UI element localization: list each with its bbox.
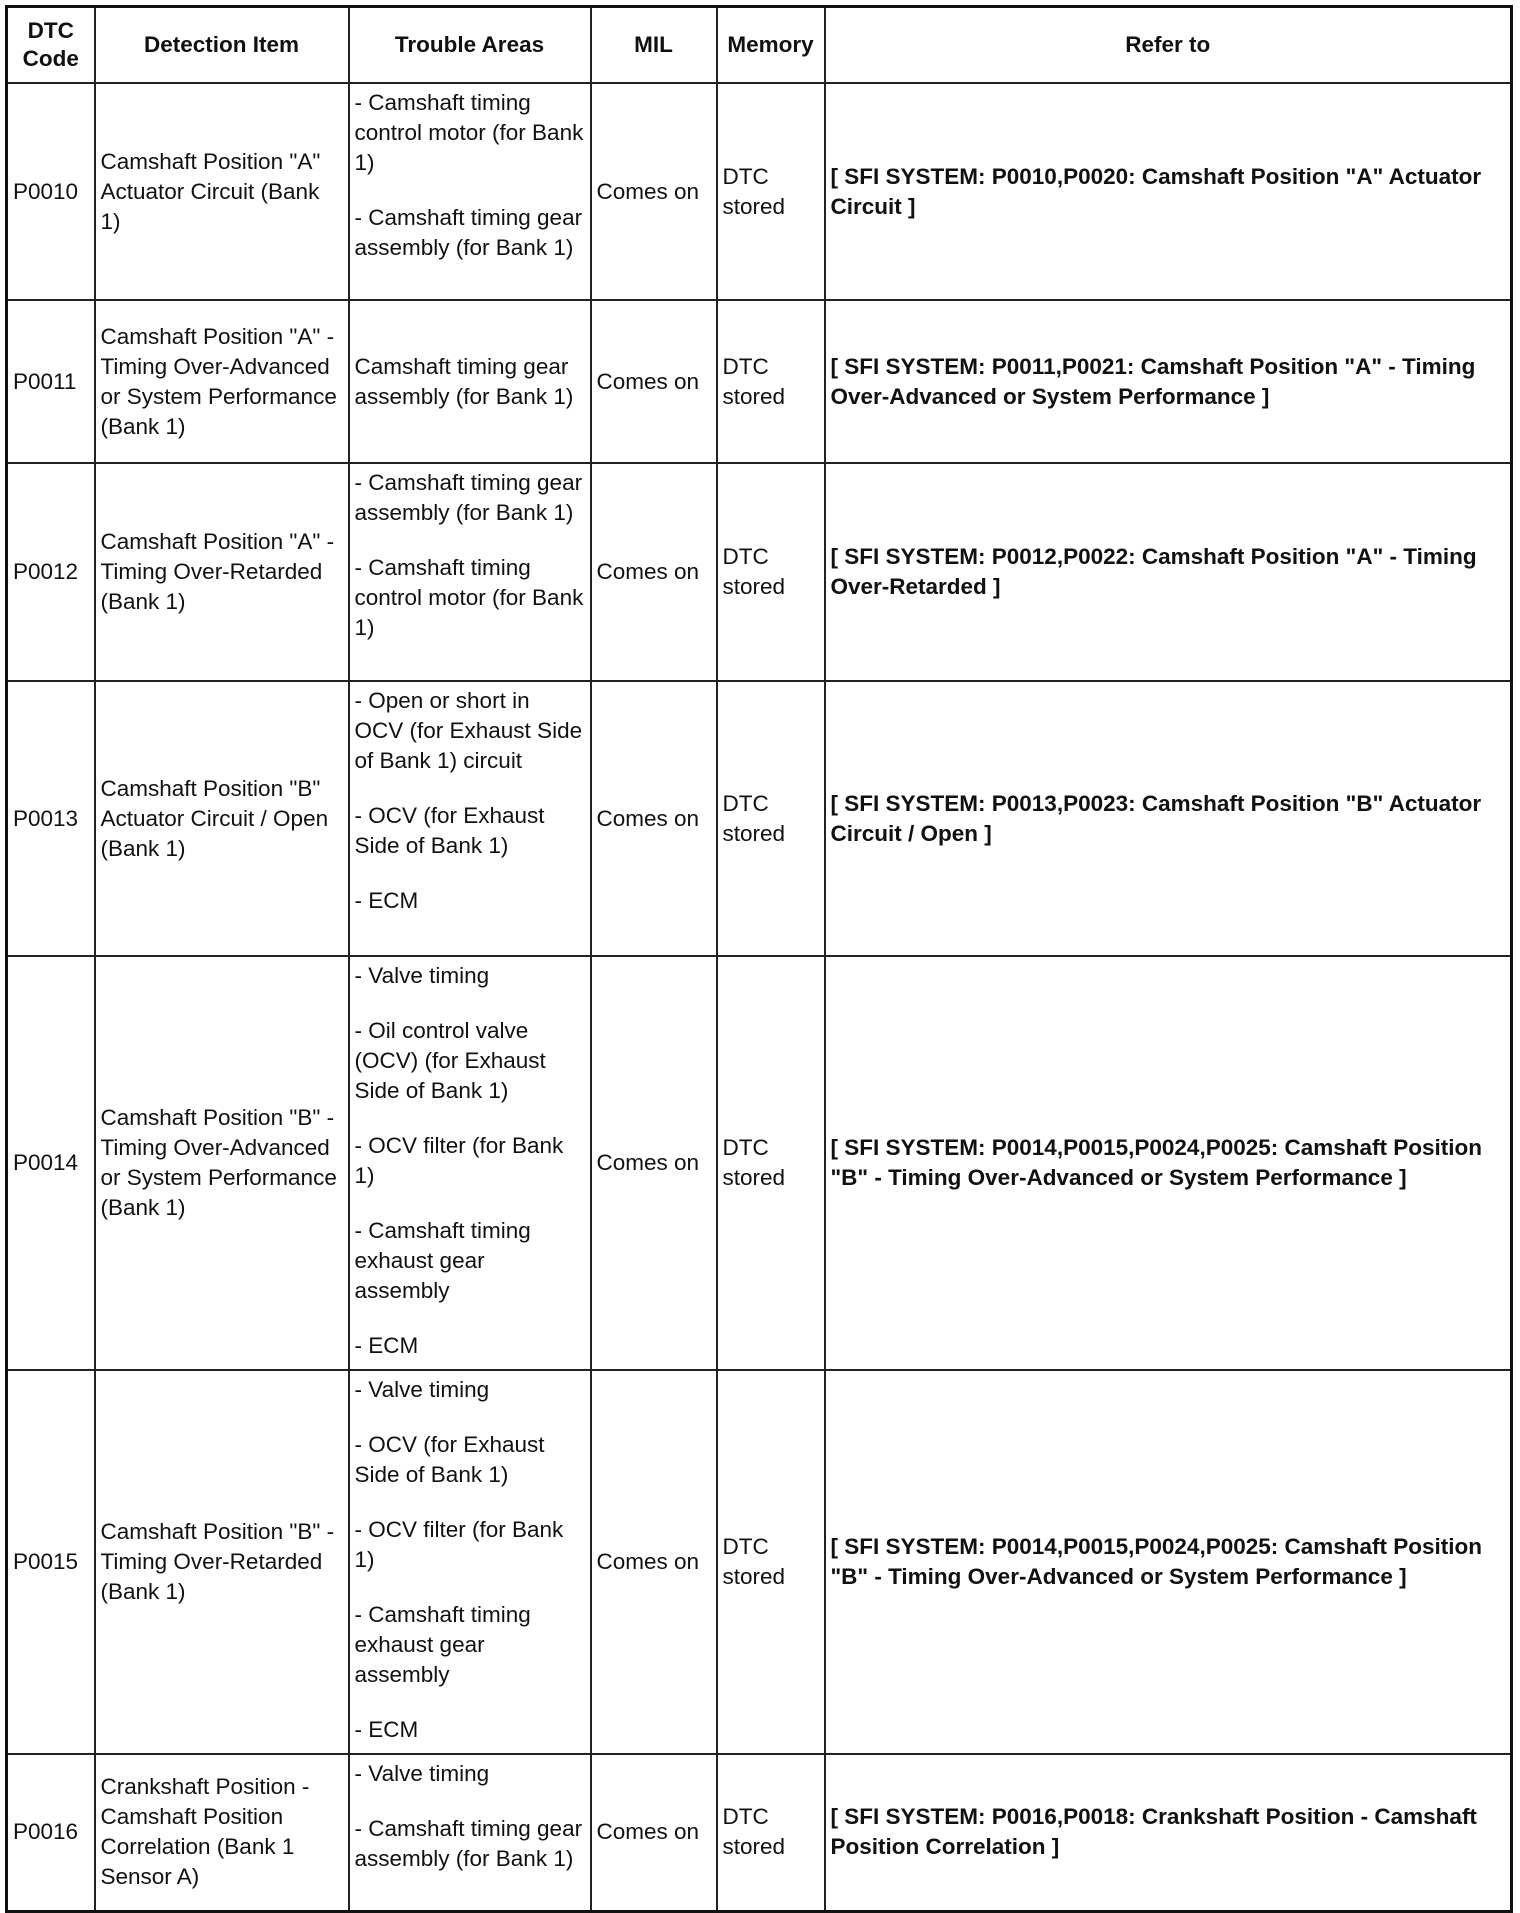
trouble-areas-cell xyxy=(349,681,591,956)
trouble-areas-cell xyxy=(349,1370,591,1754)
detection-item-cell: Camshaft Position "B" Actuator Circuit / Open (Bank 1) xyxy=(95,681,349,956)
trouble-area-item: - ECM xyxy=(354,1717,419,1742)
header-detection-item: Detection Item xyxy=(95,7,349,84)
trouble-area-item: Camshaft timing gear assembly (for Bank 1) xyxy=(354,353,574,409)
refer-to-link[interactable]: [ SFI SYSTEM: P0013,P0023: Camshaft Position "B" Actuator Circuit / Open ] xyxy=(825,681,1512,956)
header-refer-to: Refer to xyxy=(825,7,1512,84)
memory-cell: DTC stored xyxy=(717,681,825,956)
dtc-table-container xyxy=(5,5,1510,1897)
trouble-area-item: - Camshaft timing gear assembly (for Bank 1) xyxy=(354,1816,583,1871)
trouble-areas-cell xyxy=(349,463,591,681)
trouble-area-item: - Valve timing xyxy=(354,963,490,988)
memory-cell: DTC stored xyxy=(717,83,825,300)
memory-cell: DTC stored xyxy=(717,956,825,1370)
memory-cell: DTC stored xyxy=(717,1754,825,1911)
dtc-table xyxy=(5,5,1513,1913)
mil-cell: Comes on xyxy=(591,956,717,1370)
detection-item-cell: Camshaft Position "A" - Timing Over-Advanced or System Performance (Bank 1) xyxy=(95,300,349,463)
trouble-areas-cell xyxy=(349,300,591,463)
header-mil: MIL xyxy=(591,7,717,84)
mil-cell: Comes on xyxy=(591,1370,717,1754)
trouble-area-item: - Valve timing xyxy=(354,1761,490,1786)
table-row xyxy=(7,83,1512,300)
trouble-areas-cell xyxy=(349,83,591,300)
header-dtc-code: DTC Code xyxy=(7,7,95,84)
mil-cell: Comes on xyxy=(591,1754,717,1911)
mil-cell: Comes on xyxy=(591,83,717,300)
header-memory: Memory xyxy=(717,7,825,84)
memory-cell: DTC stored xyxy=(717,300,825,463)
trouble-area-item: - Open or short in OCV (for Exhaust Side of Bank 1) circuit xyxy=(354,688,583,773)
memory-cell: DTC stored xyxy=(717,1370,825,1754)
table-row xyxy=(7,300,1512,463)
detection-item-cell: Camshaft Position "A" Actuator Circuit (Bank 1) xyxy=(95,83,349,300)
refer-to-link[interactable]: [ SFI SYSTEM: P0016,P0018: Crankshaft Position - Camshaft Position Correlation ] xyxy=(825,1754,1512,1911)
trouble-areas-cell xyxy=(349,956,591,1370)
table-row xyxy=(7,681,1512,956)
trouble-area-item: - Camshaft timing gear assembly (for Bank 1) xyxy=(354,470,583,525)
trouble-area-item: - Camshaft timing control motor (for Bank 1) xyxy=(354,90,584,175)
trouble-area-item: - OCV (for Exhaust Side of Bank 1) xyxy=(354,1432,545,1487)
trouble-area-item: - Oil control valve (OCV) (for Exhaust Side of Bank 1) xyxy=(354,1018,546,1103)
table-row xyxy=(7,1754,1512,1911)
trouble-area-item: - ECM xyxy=(354,888,419,913)
trouble-area-item: - Camshaft timing exhaust gear assembly xyxy=(354,1218,531,1303)
dtc-code-cell: P0011 xyxy=(7,300,95,463)
header-trouble-areas: Trouble Areas xyxy=(349,7,591,84)
dtc-code-cell: P0014 xyxy=(7,956,95,1370)
mil-cell: Comes on xyxy=(591,300,717,463)
trouble-area-item: - Valve timing xyxy=(354,1377,490,1402)
dtc-code-cell: P0013 xyxy=(7,681,95,956)
trouble-area-item: - Camshaft timing gear assembly (for Bank 1) xyxy=(354,205,583,260)
refer-to-link[interactable]: [ SFI SYSTEM: P0014,P0015,P0024,P0025: Camshaft Position "B" - Timing Over-Advanced or System Performance ] xyxy=(825,956,1512,1370)
table-body xyxy=(7,83,1512,1911)
trouble-area-item: - Camshaft timing control motor (for Bank 1) xyxy=(354,555,584,640)
dtc-code-cell: P0016 xyxy=(7,1754,95,1911)
trouble-area-item: - OCV (for Exhaust Side of Bank 1) xyxy=(354,803,545,858)
trouble-area-item: - OCV filter (for Bank 1) xyxy=(354,1517,564,1572)
detection-item-cell: Camshaft Position "B" - Timing Over-Retarded (Bank 1) xyxy=(95,1370,349,1754)
memory-cell: DTC stored xyxy=(717,463,825,681)
mil-cell: Comes on xyxy=(591,681,717,956)
trouble-area-item: - OCV filter (for Bank 1) xyxy=(354,1133,564,1188)
dtc-code-cell: P0012 xyxy=(7,463,95,681)
header-row xyxy=(7,7,1512,84)
detection-item-cell: Crankshaft Position - Camshaft Position Correlation (Bank 1 Sensor A) xyxy=(95,1754,349,1911)
refer-to-link[interactable]: [ SFI SYSTEM: P0014,P0015,P0024,P0025: Camshaft Position "B" - Timing Over-Advanced or System Performance ] xyxy=(825,1370,1512,1754)
trouble-area-item: - ECM xyxy=(354,1333,419,1358)
refer-to-link[interactable]: [ SFI SYSTEM: P0012,P0022: Camshaft Position "A" - Timing Over-Retarded ] xyxy=(825,463,1512,681)
mil-cell: Comes on xyxy=(591,463,717,681)
refer-to-link[interactable]: [ SFI SYSTEM: P0010,P0020: Camshaft Position "A" Actuator Circuit ] xyxy=(825,83,1512,300)
refer-to-link[interactable]: [ SFI SYSTEM: P0011,P0021: Camshaft Position "A" - Timing Over-Advanced or System Performance ] xyxy=(825,300,1512,463)
table-row xyxy=(7,463,1512,681)
table-row xyxy=(7,1370,1512,1754)
trouble-areas-cell xyxy=(349,1754,591,1911)
detection-item-cell: Camshaft Position "A" - Timing Over-Retarded (Bank 1) xyxy=(95,463,349,681)
detection-item-cell: Camshaft Position "B" - Timing Over-Advanced or System Performance (Bank 1) xyxy=(95,956,349,1370)
trouble-area-item: - Camshaft timing exhaust gear assembly xyxy=(354,1602,531,1687)
dtc-code-cell: P0015 xyxy=(7,1370,95,1754)
dtc-code-cell: P0010 xyxy=(7,83,95,300)
table-row xyxy=(7,956,1512,1370)
